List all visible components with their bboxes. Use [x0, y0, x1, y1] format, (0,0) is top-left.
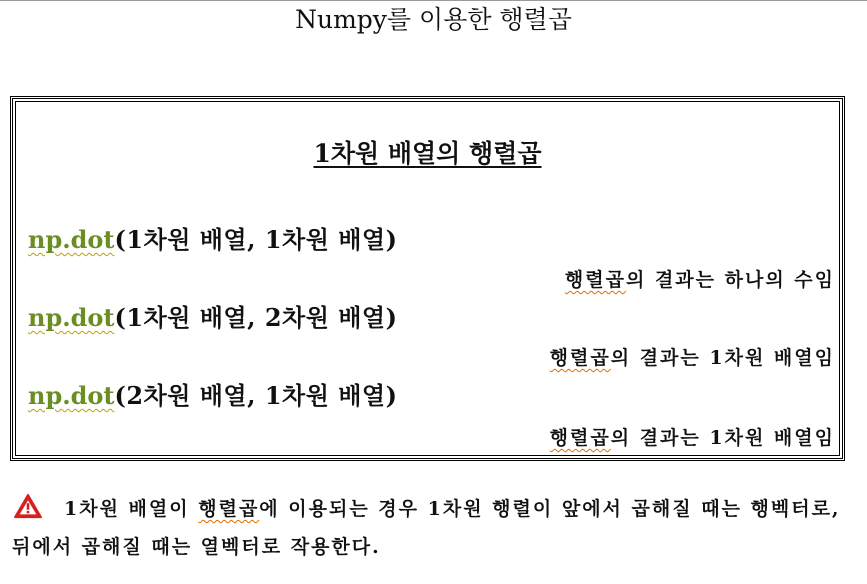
code-line-3: [28, 381, 397, 411]
result-keyword: 행렬곱: [564, 269, 626, 291]
result-line-3: [550, 425, 835, 451]
note-text-part2: 에 이용되는 경우 1차원 행렬이 앞에서 곱해질 때는 행벡터로, 뒤에서 곱해질 때는 열벡터로 작용한다.: [12, 498, 841, 558]
top-rule: [0, 0, 867, 1]
result-keyword: 행렬곱: [549, 347, 611, 369]
code-line-2: [28, 303, 397, 333]
content-box: [10, 96, 845, 461]
content-box-inner-border: [15, 101, 840, 456]
function-name: np.dot: [28, 303, 115, 332]
page-title: Numpy를 이용한 행렬곱: [295, 5, 572, 34]
result-text: 의 결과는 1차원 배열임: [610, 347, 835, 369]
box-heading: [16, 138, 839, 170]
note-highlight: 행렬곱: [198, 498, 260, 520]
function-args: (2차원 배열, 1차원 배열): [114, 381, 398, 410]
result-text: 의 결과는 1차원 배열임: [610, 427, 835, 449]
result-text: 의 결과는 하나의 수임: [625, 269, 835, 291]
code-line-1: [28, 225, 397, 255]
warning-icon: [12, 493, 44, 519]
function-args: (1차원 배열, 1차원 배열): [114, 225, 398, 254]
function-name: np.dot: [28, 225, 115, 254]
box-heading-text: 1차원 배열의 행렬곱: [313, 139, 542, 168]
result-line-1: [565, 267, 835, 293]
note-paragraph: [12, 490, 848, 566]
note-text-part1: 1차원 배열이: [64, 498, 199, 520]
result-keyword: 행렬곱: [549, 427, 611, 449]
function-args: (1차원 배열, 2차원 배열): [114, 303, 398, 332]
result-line-2: [550, 345, 835, 371]
function-name: np.dot: [28, 381, 115, 410]
